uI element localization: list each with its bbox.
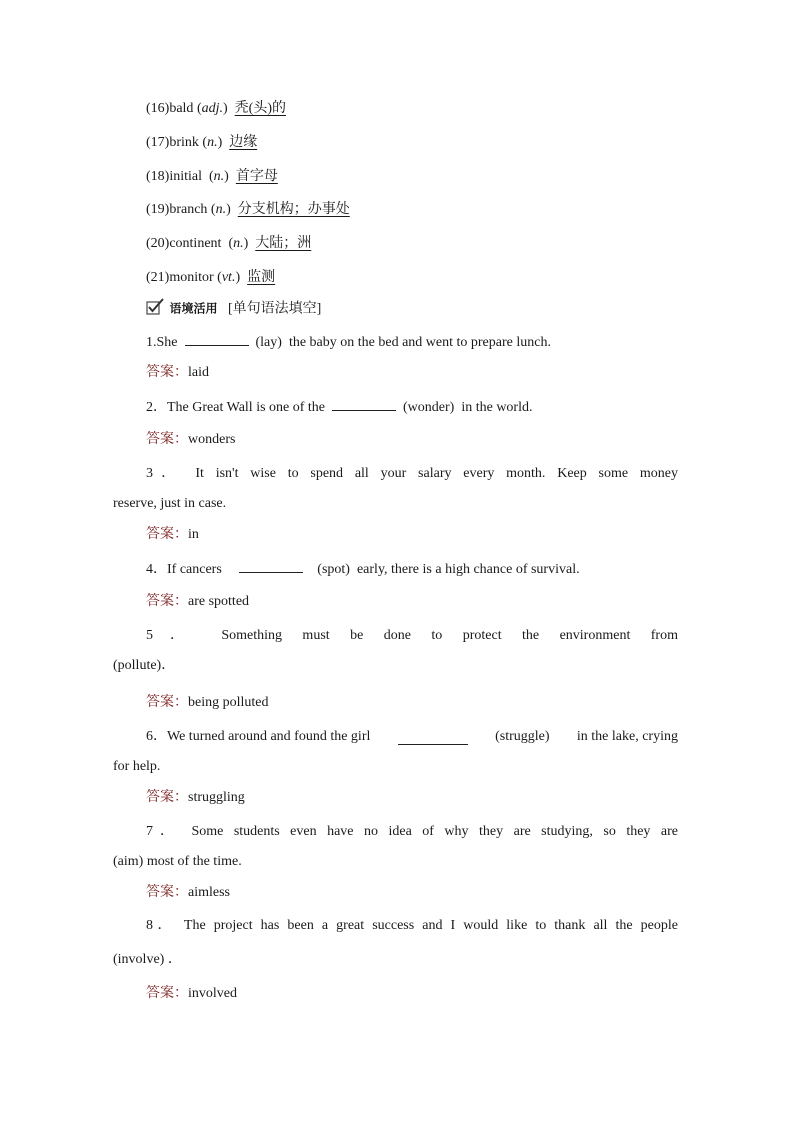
vocab-word: continent bbox=[169, 236, 222, 251]
answer-7: 答案：aimless bbox=[146, 885, 230, 900]
section-subtitle: [单句语法填空] bbox=[228, 301, 322, 317]
vocab-meaning: 监测 bbox=[247, 270, 276, 285]
question-8: 8． The project has been a great success and I would like to thank all the people (involve) ． bbox=[113, 918, 678, 967]
vocab-item: (20)continent (n.) 大陆；洲 bbox=[146, 236, 312, 251]
part-of-speech: n. bbox=[207, 135, 218, 150]
section-heading bbox=[146, 297, 321, 322]
part-of-speech: vt. bbox=[221, 270, 236, 285]
section-title: 语境活用 bbox=[169, 301, 218, 316]
vocab-meaning: 分支机构；办事处 bbox=[237, 202, 350, 217]
question-4: 4．If cancers (spot) early, there is a high chance of survival. bbox=[146, 558, 580, 580]
vocab-word: bald bbox=[169, 101, 194, 116]
part-of-speech: n. bbox=[233, 236, 244, 251]
vocab-meaning: 大陆；洲 bbox=[255, 236, 312, 251]
answer-6: 答案：struggling bbox=[146, 790, 245, 805]
vocab-item: (18)initial (n.) 首字母 bbox=[146, 169, 278, 184]
answer-1: 答案：laid bbox=[146, 365, 209, 380]
vocab-word: brink bbox=[169, 135, 199, 150]
answer-blank bbox=[332, 396, 396, 411]
question-7: 7． Some students even have no idea of why they are studying, so they are (aim) most of the time. bbox=[113, 824, 678, 869]
question-3: 3． It isn't wise to spend all your salary every month. Keep some money reserve, just in case. bbox=[113, 466, 678, 511]
part-of-speech: n. bbox=[213, 169, 225, 184]
question-6: 6．We turned around and found the girl (struggle) in the lake, crying for help. bbox=[113, 729, 678, 774]
vocab-item: (17)brink (n.) 边缘 bbox=[146, 135, 258, 150]
question-5: 5． Something must be done to protect the environment from (pollute)． bbox=[113, 628, 678, 673]
vocab-item: (19)branch (n.) 分支机构；办事处 bbox=[146, 202, 350, 217]
answer-4: 答案：are spotted bbox=[146, 594, 250, 609]
answer-5: 答案：being polluted bbox=[146, 695, 269, 710]
answer-blank bbox=[239, 558, 303, 573]
answer-blank bbox=[398, 730, 468, 745]
question-1: 1.She (lay) the baby on the bed and went to prepare lunch. bbox=[146, 331, 551, 353]
part-of-speech: n. bbox=[215, 202, 227, 217]
question-2: 2．The Great Wall is one of the (wonder) in the world. bbox=[146, 396, 532, 418]
answer-8: 答案：involved bbox=[146, 986, 237, 1001]
vocab-word: branch bbox=[169, 202, 208, 217]
answer-3: 答案：in bbox=[146, 527, 199, 542]
vocab-word: monitor bbox=[169, 270, 214, 285]
vocab-item: (21)monitor (vt.) 监测 bbox=[146, 270, 276, 285]
vocab-meaning: 首字母 bbox=[235, 169, 278, 184]
vocab-word: initial bbox=[169, 169, 202, 184]
answer-blank bbox=[185, 331, 249, 346]
part-of-speech: adj. bbox=[201, 101, 223, 116]
vocab-meaning: 边缘 bbox=[229, 135, 258, 150]
answer-2: 答案：wonders bbox=[146, 432, 236, 447]
vocab-meaning: 秃(头)的 bbox=[234, 101, 286, 116]
vocab-item: (16)bald (adj.) 秃(头)的 bbox=[146, 101, 286, 116]
checkmark-pencil-icon bbox=[146, 297, 166, 322]
